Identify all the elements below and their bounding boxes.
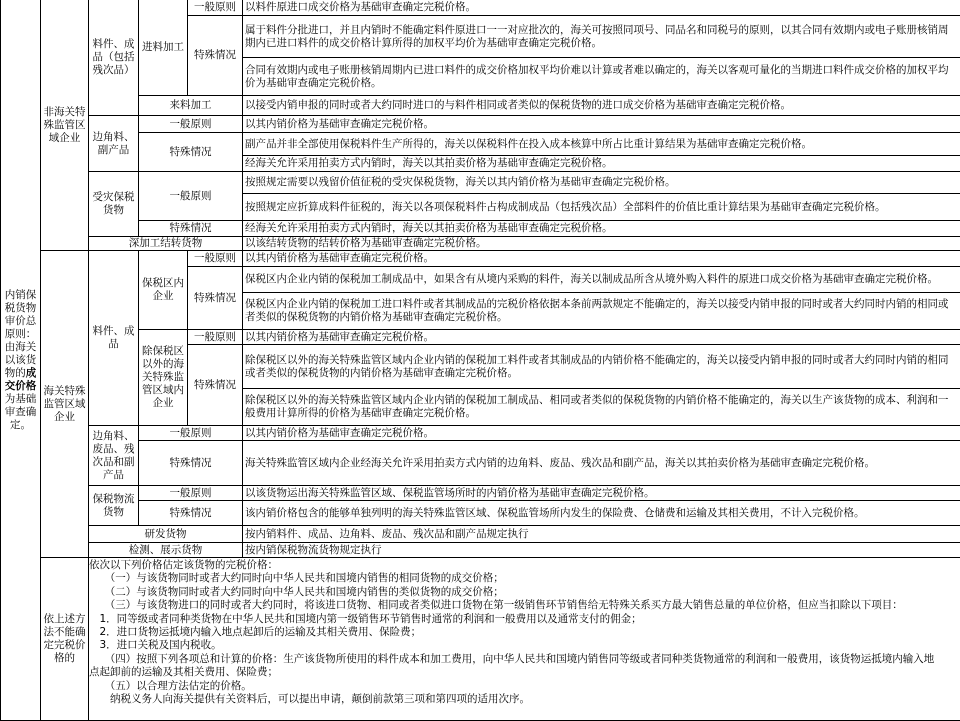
general-rule-label: 一般原则 (187, 0, 243, 16)
rule-text: 属于料件分批进口，并且内销时不能确定料件原进口一一对应批次的，海关可按照同项号、同品名和同税号的原则，以其合同有效期内或电子账册核销周期内已进口料件的成交价格计算所得的加权平均价为基础审查确定完税价格。 (242, 15, 960, 58)
special-case-label: 特殊情况 (187, 266, 243, 330)
fallback-line: （一）与该货物同时或者大约同时向中华人民共和国境内销售的相同货物的成交价格； (89, 572, 504, 585)
rule-text: 以该货物运出海关特殊监管区域、保税监管场所时的内销价格为基础审查确定完税价格。 (242, 485, 960, 501)
materials-label: 料件、成品（包括残次品） (88, 0, 139, 116)
fallback-line: （三）与该货物进口的同时或者大约同时，将该进口货物、相同或者类似进口货物在第一级销售环节销售给无特殊关系买方最大销售总量的单位价格，但应当扣除以下项目： (89, 599, 903, 612)
fallback-methods (89, 559, 957, 706)
lailiao-label: 来料加工 (138, 95, 243, 116)
rule-text: 按照规定应折算成料件征税的，海关以各项保税料件占构成制成品（包括残次品）全部料件的价值比重计算结果为基础审查确定完税价格。 (242, 193, 960, 221)
special-case-label: 特殊情况 (187, 15, 243, 96)
special-case-label: 特殊情况 (138, 220, 243, 237)
rule-text: 经海关允许采用拍卖方式内销时，海关以其拍卖价格为基础审查确定完税价格。 (242, 220, 960, 237)
display-goods-label: 检测、展示货物 (88, 542, 243, 558)
general-rule-label: 一般原则 (138, 115, 243, 133)
general-rule-label: 一般原则 (187, 250, 243, 267)
rule-text: 按内销料件、成品、边角料、废品、残次品和副产品规定执行 (242, 525, 960, 543)
rule-text: 以其内销价格为基础审查确定完税价格。 (242, 250, 960, 267)
general-principle-cell (0, 0, 41, 721)
rule-text: 保税区内企业内销的保税加工制成品中，如果含有从境内采购的料件，海关以制成品所含从境外购入料件的原进口成交价格为基础审查确定完税价格。 (242, 266, 960, 293)
non-special-zone-header: 非海关特殊监管区域企业 (40, 0, 89, 251)
rule-text: 以其内销价格为基础审查确定完税价格。 (242, 115, 960, 133)
bonded-zone-label: 保税区内企业 (138, 250, 188, 330)
rule-text: 合同有效期内或电子账册核销周期内已进口料件的成交价格加权平均价难以计算或者难以确定的，海关以客观可量化的当期进口料件成交价格的加权平均价为基础审查确定完税价格。 (242, 57, 960, 96)
fallback-line: （五）以合理方法估定的价格。 (89, 679, 252, 692)
jinliao-label: 进料加工 (138, 0, 188, 96)
principle-text: 内销保税货物审价总原则：由海关以该货物的 (4, 288, 37, 379)
fallback-line: （四）按照下列各项总和计算的价格：生产该货物所使用的料件成本和加工费用，向中华人民共和国境内销售同等级或者同种类货物通常的利润和一般费用，该货物运抵境内输入地 (89, 652, 935, 665)
fallback-line: 点起卸前的运输及其相关费用、保险费； (89, 666, 278, 679)
rule-text: 副产品并非全部使用保税料件生产所得的，海关以保税料件在投入成本核算中所占比重计算结果为基础审查确定完税价格。 (242, 132, 960, 156)
rule-text: 经海关允许采用拍卖方式内销时，海关以其拍卖价格为基础审查确定完税价格。 (242, 155, 960, 172)
rule-text: 按照规定需要以残留价值征税的受灾保税货物，海关以其内销价格为基础审查确定完税价格。 (242, 171, 960, 194)
disaster-goods-label: 受灾保税货物 (88, 171, 139, 237)
scrap-label: 边角料、副产品 (88, 115, 139, 172)
general-rule-label: 一般原则 (138, 171, 243, 221)
special-zone-header: 海关特殊监管区域企业 (40, 250, 89, 558)
general-rule-label: 一般原则 (138, 425, 243, 441)
principle-bold-text: 成交价格 (4, 366, 37, 392)
materials-label: 料件、成品 (88, 250, 139, 426)
fallback-line: 1．同等级或者同种类货物在中华人民共和国境内第一级销售环节销售时通常的利润和一般费用以及通常支付的佣金； (89, 612, 642, 625)
rule-text: 以其内销价格为基础审查确定完税价格。 (242, 329, 960, 345)
logistics-goods-label: 保税物流货物 (88, 485, 139, 526)
fallback-label: 依上述方法不能确定完税价格的 (40, 557, 89, 721)
special-case-label: 特殊情况 (138, 440, 243, 486)
fallback-line: （二）与该货物同时或者大约同时向中华人民共和国境内销售的类似货物的成交价格； (89, 585, 504, 598)
rule-text: 以料件原进口成交价格为基础审查确定完税价格。 (242, 0, 960, 16)
general-rule-label: 一般原则 (138, 485, 243, 501)
scrap-label: 边角料、废品、残次品和副产品 (88, 425, 139, 486)
rule-text: 除保税区以外的海关特殊监管区域内企业内销的保税加工制成品、相同或者类似的保税货物的内销价格不能确定的，海关以生产该货物的成本、利润和一般费用计算所得的价格为基础审查确定完税价格。 (242, 388, 960, 426)
rule-text: 除保税区以外的海关特殊监管区域内企业内销的保税加工料件或者其制成品的内销价格不能确定的，海关以接受内销申报的同时或者大约同时内销的相同或者类似的保税货物的内销价格为基础审查确定完税价格。 (242, 344, 960, 389)
principle-text-end: 为基础审查确定。 (4, 392, 37, 431)
rule-text: 该内销价格包含的能够单独列明的海关特殊监管区域、保税监管场所内发生的保险费、仓储费和运输及其相关费用，不计入完税价格。 (242, 500, 960, 526)
special-case-label: 特殊情况 (138, 132, 243, 172)
rule-text: 以其内销价格为基础审查确定完税价格。 (242, 425, 960, 441)
fallback-line: 3．进口关税及国内税收。 (89, 639, 222, 652)
fallback-line: 2．进口货物运抵境内输入地点起卸后的运输及其相关费用、保险费； (89, 626, 422, 639)
special-case-label: 特殊情况 (187, 344, 243, 426)
rule-text: 按内销保税物流货物规定执行 (242, 542, 960, 558)
rule-text: 保税区内企业内销的保税加工进口料件或者其制成品的完税价格依据本条前两款规定不能确定的，海关以接受内销申报的同时或者大约同时内销的相同或者类似的保税货物的内销价格为基础审查确定完税价格。 (242, 292, 960, 330)
rule-text: 以接受内销申报的同时或者大约同时进口的与料件相同或者类似的保税货物的进口成交价格为基础审查确定完税价格。 (242, 95, 960, 116)
rd-goods-label: 研发货物 (88, 525, 243, 543)
other-zone-label: 除保税区以外的海关特殊监管区域内企业 (138, 329, 188, 426)
rule-text: 以该结转货物的结转价格为基础审查确定完税价格。 (242, 236, 960, 251)
transfer-goods-label: 深加工结转货物 (88, 236, 243, 251)
fallback-line: 纳税义务人向海关提供有关资料后，可以提出申请，颠倒前款第三项和第四项的适用次序。 (89, 693, 530, 706)
special-case-label: 特殊情况 (138, 500, 243, 526)
general-rule-label: 一般原则 (187, 329, 243, 345)
rule-text: 海关特殊监管区域内企业经海关允许采用拍卖方式内销的边角料、废品、残次品和副产品，海关以其拍卖价格为基础审查确定完税价格。 (242, 440, 960, 486)
fallback-line: 依次以下列价格估定该货物的完税价格： (89, 559, 278, 571)
